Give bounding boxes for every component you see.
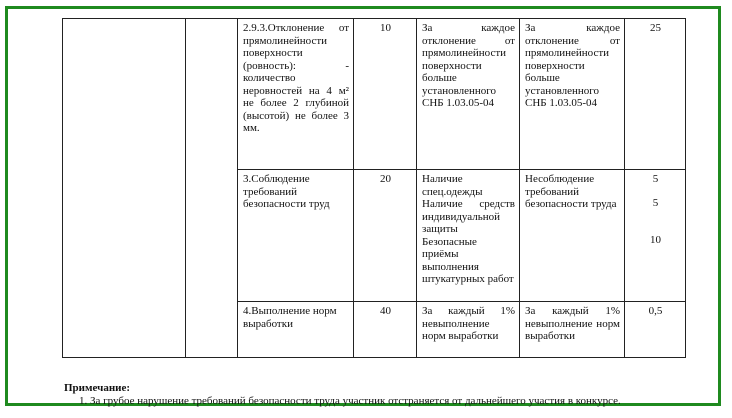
max-points: 20: [354, 170, 417, 302]
penalty-score: 25: [625, 19, 686, 170]
note-title: Примечание:: [64, 382, 131, 394]
penalty-condition: Несоблюдение требований безопасности труда: [520, 170, 625, 302]
criterion-title: 2.9.3.Отклонение от прямолинейности поверхности (ровность): - количество неровностей на 4 м² не более 2 глубиной (высотой) не более 3 мм.: [238, 19, 354, 170]
evaluation-criteria: За каждое отклонение от прямолинейности поверхности больше установленного СНБ 1.03.05-04: [417, 19, 520, 170]
empty-cell: [186, 19, 238, 358]
evaluation-criteria: За каждый 1% невыполнение норм выработки: [417, 302, 520, 358]
criteria-item: Наличие спец.одежды: [422, 173, 483, 198]
criterion-title: 4.Выполнение норм выработки: [238, 302, 354, 358]
criteria-table: [62, 18, 686, 358]
criteria-item: Безопасные приёмы выполнения штукатурных работ: [422, 235, 514, 285]
penalty-condition: За каждое отклонение от прямолинейности поверхности больше установленного СНБ 1.03.05-04: [520, 19, 625, 170]
max-points: 10: [354, 19, 417, 170]
note-item: 1. За грубое нарушение требований безопасности труда участник отстраняется от дальнейшего участия в конкурсе.: [79, 394, 621, 407]
penalty-score: 5 5 10: [625, 170, 686, 302]
penalty-score: 0,5: [625, 302, 686, 358]
max-points: 40: [354, 302, 417, 358]
criterion-title: 3.Соблюдение требований безопасности труд: [238, 170, 354, 302]
page-frame: [5, 6, 721, 406]
criteria-item: Наличие средств индивидуальной защиты: [422, 198, 515, 235]
penalty-condition: За каждый 1% невыполнение норм выработки: [520, 302, 625, 358]
table-row: [63, 19, 686, 170]
evaluation-criteria: [417, 170, 520, 302]
note-block: [64, 382, 621, 407]
empty-cell: [63, 19, 186, 358]
